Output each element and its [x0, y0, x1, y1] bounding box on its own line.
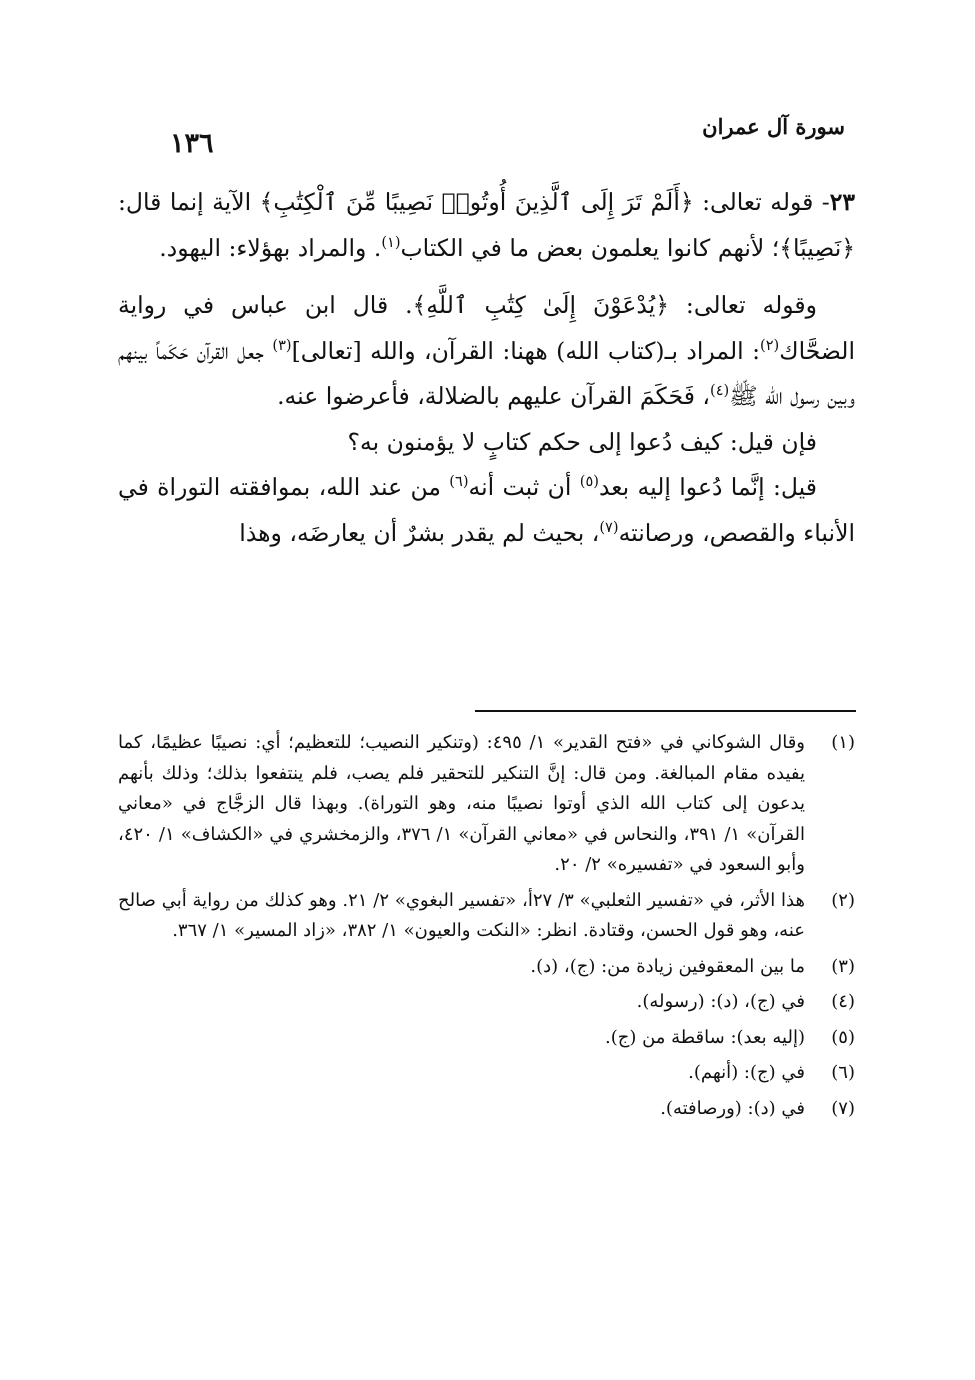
footnote-ref: (٥): [579, 473, 599, 491]
footnote: [118, 987, 855, 1018]
paragraph-text: . والمراد بهؤلاء: اليهود.: [159, 233, 382, 262]
paragraph-text: - قوله تعالى: ﴿أَلَمْ تَرَ إِلَى ٱلَّذِينَ أُوتُوا۟ نَصِيبًا مِّنَ ٱلْكِتَٰبِ﴾ الآية إنما قال: ﴿نَصِيبًا﴾؛ لأنهم كانوا يعلمون بعض ما في الكتاب: [118, 188, 855, 262]
footnote-number: (٢): [831, 889, 855, 911]
footnote-ref: (٧): [599, 518, 619, 536]
footnote: [118, 728, 855, 881]
footnote-ref: (٣): [272, 336, 292, 354]
footnote-text: هذا الأثر، في «تفسير الثعلبي» ٣/ ٢٧أ، «تفسير البغوي» ٢/ ٢١. وهو كذلك من رواية أبي صالح عنه، وهو قول الحسن، وقتادة. انظر: «النكت والعيون» ١/ ٣٨٢، «زاد المسير» ١/ ٣٦٧.: [118, 889, 805, 941]
running-title: سورة آل عمران: [702, 114, 845, 139]
page-number: ١٣٦: [170, 128, 214, 159]
page-header: [170, 110, 845, 160]
paragraph-text: من عند الله، بموافقته التوراة في الأنباء والقصص، ورصانته: [118, 473, 855, 547]
footnote: [118, 1058, 855, 1089]
paragraph-text: : المراد بـ(كتاب الله) ههنا: القرآن، والله [تعالى]: [291, 336, 761, 365]
footnote-text: في (ج)، (د): (رسوله).: [636, 991, 805, 1012]
footnote: [118, 952, 855, 983]
footnote-number: (٣): [831, 955, 855, 977]
footnote-ref: (١): [381, 233, 401, 251]
paragraph-text: ، فَحَكَمَ القرآن عليهم بالضلالة، فأعرضوا عنه.: [277, 382, 710, 410]
footnote-number: (٤): [831, 991, 855, 1012]
footnote-text: (إليه بعد): ساقطة من (ج).: [604, 1026, 805, 1048]
footnote: [118, 1023, 855, 1054]
footnote-ref: (٢): [760, 336, 780, 354]
footnote-text: ما بين المعقوفين زيادة من: (ج)، (د).: [530, 955, 805, 977]
paragraph-question: فإن قيل: كيف دُعوا إلى حكم كتابٍ لا يؤمنون به؟: [347, 427, 817, 456]
paragraph-verse-23: [118, 180, 855, 271]
paragraph-text: ، بحيث لم يقدر بشرٌ أن يعارضَه، وهذا: [239, 518, 600, 547]
footnote: [118, 1094, 855, 1125]
footnote-text: في (ج): (أنهم).: [688, 1062, 805, 1083]
footnote-number: (٦): [831, 1062, 855, 1083]
footnote-number: (١): [831, 732, 855, 753]
footnote-text: في (د): (ورصافته).: [660, 1097, 805, 1119]
paragraph-text: قيل: إنَّما دُعوا إليه بعد: [598, 473, 818, 501]
footnote-text: وقال الشوكاني في «فتح القدير» ١/ ٤٩٥: (وتنكير النصيب؛ للتعظيم؛ أي: نصيبًا عظيمًا، كما يفيده مقام المبالغة. ومن قال: إنَّ التنكير للتحقير فلم يصب، فلم ينتفعوا بذلك؛ وذلك بأنهم يدعون إلى كتاب الله الذي أوتوا نصيبًا منه، وهو التوراة). وبهذا قال الزجَّاج في «معاني القرآن» ١/ ٣٩١، والنحاس في «معاني القرآن» ١/ ٣٧٦، والزمخشري في «الكشاف» ١/ ٤٢٠، وأبو السعود في «تفسيره» ٢/ ٢٠.: [118, 732, 805, 875]
footnote-number: (٧): [831, 1097, 855, 1119]
footnote-separator: [475, 710, 856, 712]
paragraph-text: جعل القرآن حَكَماً بينهم وبين رسول الله ﷺ: [118, 336, 855, 410]
footnotes: [118, 728, 855, 1129]
paragraph-text: أن ثبت أنه: [468, 473, 580, 501]
verse-number: ٢٣: [829, 188, 855, 216]
footnote-ref: (٤): [710, 382, 730, 400]
paragraph-text: وقوله تعالى: ﴿يُدْعَوْنَ إِلَىٰ كِتَٰبِ ٱللَّهِ﴾. قال ابن عباس في رواية الضحَّاك: [118, 291, 855, 365]
footnote-number: (٥): [831, 1026, 855, 1048]
paragraph-ibn-abbas: [118, 283, 855, 420]
footnote-ref: (٦): [449, 473, 469, 491]
paragraph-answer: [118, 465, 855, 556]
footnote: [118, 886, 855, 947]
main-text: [118, 180, 855, 556]
